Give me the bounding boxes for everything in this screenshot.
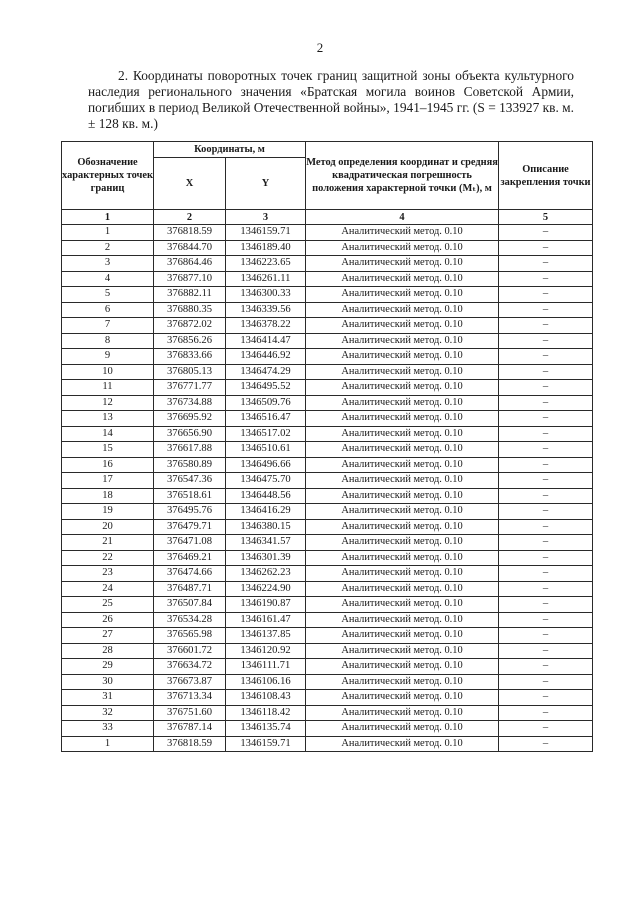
cell-description: –	[499, 581, 593, 597]
table-row	[62, 302, 593, 318]
cell-description: –	[499, 380, 593, 396]
cell-x: 376844.70	[154, 240, 226, 256]
cell-description: –	[499, 302, 593, 318]
table-row	[62, 705, 593, 721]
cell-method: Аналитический метод. 0.10	[306, 225, 499, 241]
cell-method: Аналитический метод. 0.10	[306, 721, 499, 737]
cell-point: 28	[62, 643, 154, 659]
table-row	[62, 333, 593, 349]
cell-point: 25	[62, 597, 154, 613]
cell-method: Аналитический метод. 0.10	[306, 411, 499, 427]
cell-point: 4	[62, 271, 154, 287]
cell-point: 7	[62, 318, 154, 334]
cell-point: 13	[62, 411, 154, 427]
column-number-3: 3	[226, 210, 306, 225]
cell-y: 1346474.29	[226, 364, 306, 380]
cell-y: 1346190.87	[226, 597, 306, 613]
cell-x: 376833.66	[154, 349, 226, 365]
cell-method: Аналитический метод. 0.10	[306, 395, 499, 411]
cell-x: 376601.72	[154, 643, 226, 659]
table-row	[62, 488, 593, 504]
cell-method: Аналитический метод. 0.10	[306, 364, 499, 380]
cell-point: 32	[62, 705, 154, 721]
cell-point: 19	[62, 504, 154, 520]
cell-x: 376856.26	[154, 333, 226, 349]
cell-point: 3	[62, 256, 154, 272]
cell-x: 376877.10	[154, 271, 226, 287]
coordinates-table	[61, 141, 593, 752]
cell-point: 10	[62, 364, 154, 380]
cell-description: –	[499, 597, 593, 613]
cell-x: 376864.46	[154, 256, 226, 272]
cell-y: 1346137.85	[226, 628, 306, 644]
cell-x: 376634.72	[154, 659, 226, 675]
cell-y: 1346189.40	[226, 240, 306, 256]
cell-method: Аналитический метод. 0.10	[306, 705, 499, 721]
cell-y: 1346378.22	[226, 318, 306, 334]
cell-description: –	[499, 473, 593, 489]
cell-method: Аналитический метод. 0.10	[306, 256, 499, 272]
cell-method: Аналитический метод. 0.10	[306, 504, 499, 520]
cell-method: Аналитический метод. 0.10	[306, 736, 499, 752]
cell-description: –	[499, 287, 593, 303]
cell-method: Аналитический метод. 0.10	[306, 535, 499, 551]
cell-method: Аналитический метод. 0.10	[306, 426, 499, 442]
cell-x: 376673.87	[154, 674, 226, 690]
cell-method: Аналитический метод. 0.10	[306, 597, 499, 613]
table-row	[62, 504, 593, 520]
cell-x: 376547.36	[154, 473, 226, 489]
cell-point: 16	[62, 457, 154, 473]
table-row	[62, 349, 593, 365]
cell-method: Аналитический метод. 0.10	[306, 349, 499, 365]
cell-point: 11	[62, 380, 154, 396]
cell-x: 376713.34	[154, 690, 226, 706]
cell-y: 1346108.43	[226, 690, 306, 706]
cell-point: 14	[62, 426, 154, 442]
column-number-1: 1	[62, 210, 154, 225]
cell-point: 1	[62, 225, 154, 241]
cell-method: Аналитический метод. 0.10	[306, 550, 499, 566]
cell-y: 1346135.74	[226, 721, 306, 737]
table-row	[62, 395, 593, 411]
cell-point: 6	[62, 302, 154, 318]
cell-method: Аналитический метод. 0.10	[306, 380, 499, 396]
cell-description: –	[499, 318, 593, 334]
table-row	[62, 411, 593, 427]
table-row	[62, 364, 593, 380]
cell-y: 1346120.92	[226, 643, 306, 659]
table-row	[62, 659, 593, 675]
cell-method: Аналитический метод. 0.10	[306, 690, 499, 706]
cell-description: –	[499, 426, 593, 442]
table-row	[62, 271, 593, 287]
cell-method: Аналитический метод. 0.10	[306, 473, 499, 489]
cell-y: 1346509.76	[226, 395, 306, 411]
cell-x: 376518.61	[154, 488, 226, 504]
cell-method: Аналитический метод. 0.10	[306, 581, 499, 597]
section-heading-text: 2. Координаты поворотных точек границ защитной зоны объекта культурного наследия регионального значения «Братская могила воинов Советской Армии, погибших в период Великой Отечественной войны», 1941–1945 гг. (S = 133927 кв. м. ± 128 кв. м.)	[88, 68, 574, 131]
cell-y: 1346118.42	[226, 705, 306, 721]
cell-x: 376471.08	[154, 535, 226, 551]
cell-y: 1346510.61	[226, 442, 306, 458]
cell-y: 1346341.57	[226, 535, 306, 551]
coordinates-table-body	[62, 225, 593, 752]
cell-method: Аналитический метод. 0.10	[306, 457, 499, 473]
column-number-4: 4	[306, 210, 499, 225]
table-row	[62, 287, 593, 303]
cell-point: 26	[62, 612, 154, 628]
cell-method: Аналитический метод. 0.10	[306, 271, 499, 287]
cell-y: 1346448.56	[226, 488, 306, 504]
table-row	[62, 318, 593, 334]
cell-description: –	[499, 457, 593, 473]
cell-description: –	[499, 705, 593, 721]
table-row	[62, 519, 593, 535]
cell-x: 376805.13	[154, 364, 226, 380]
cell-method: Аналитический метод. 0.10	[306, 519, 499, 535]
cell-method: Аналитический метод. 0.10	[306, 674, 499, 690]
cell-x: 376534.28	[154, 612, 226, 628]
cell-method: Аналитический метод. 0.10	[306, 240, 499, 256]
cell-y: 1346414.47	[226, 333, 306, 349]
cell-y: 1346261.11	[226, 271, 306, 287]
table-row	[62, 690, 593, 706]
cell-description: –	[499, 674, 593, 690]
cell-description: –	[499, 612, 593, 628]
table-row	[62, 566, 593, 582]
header-designation: Обозначение характерных точек границ	[62, 142, 154, 210]
cell-x: 376695.92	[154, 411, 226, 427]
table-row	[62, 643, 593, 659]
table-row	[62, 256, 593, 272]
cell-description: –	[499, 411, 593, 427]
cell-point: 2	[62, 240, 154, 256]
table-row	[62, 240, 593, 256]
table-row	[62, 612, 593, 628]
cell-description: –	[499, 659, 593, 675]
cell-point: 20	[62, 519, 154, 535]
cell-description: –	[499, 442, 593, 458]
cell-x: 376479.71	[154, 519, 226, 535]
cell-point: 1	[62, 736, 154, 752]
cell-point: 22	[62, 550, 154, 566]
cell-method: Аналитический метод. 0.10	[306, 628, 499, 644]
cell-y: 1346516.47	[226, 411, 306, 427]
cell-point: 15	[62, 442, 154, 458]
cell-description: –	[499, 643, 593, 659]
cell-description: –	[499, 519, 593, 535]
cell-method: Аналитический метод. 0.10	[306, 333, 499, 349]
cell-x: 376656.90	[154, 426, 226, 442]
table-row	[62, 457, 593, 473]
cell-y: 1346300.33	[226, 287, 306, 303]
cell-y: 1346416.29	[226, 504, 306, 520]
column-number-2: 2	[154, 210, 226, 225]
cell-description: –	[499, 504, 593, 520]
table-row	[62, 535, 593, 551]
cell-method: Аналитический метод. 0.10	[306, 287, 499, 303]
cell-point: 9	[62, 349, 154, 365]
cell-point: 30	[62, 674, 154, 690]
cell-description: –	[499, 395, 593, 411]
cell-description: –	[499, 566, 593, 582]
cell-method: Аналитический метод. 0.10	[306, 318, 499, 334]
cell-x: 376734.88	[154, 395, 226, 411]
cell-x: 376487.71	[154, 581, 226, 597]
table-row	[62, 225, 593, 241]
table-row	[62, 674, 593, 690]
table-row	[62, 736, 593, 752]
cell-y: 1346446.92	[226, 349, 306, 365]
cell-y: 1346223.65	[226, 256, 306, 272]
cell-y: 1346159.71	[226, 736, 306, 752]
cell-x: 376818.59	[154, 736, 226, 752]
cell-x: 376469.21	[154, 550, 226, 566]
cell-y: 1346106.16	[226, 674, 306, 690]
cell-x: 376495.76	[154, 504, 226, 520]
header-coordinates: Координаты, м	[154, 142, 306, 158]
cell-description: –	[499, 256, 593, 272]
cell-x: 376787.14	[154, 721, 226, 737]
cell-point: 21	[62, 535, 154, 551]
cell-x: 376565.98	[154, 628, 226, 644]
table-row	[62, 442, 593, 458]
cell-x: 376872.02	[154, 318, 226, 334]
cell-point: 27	[62, 628, 154, 644]
header-description: Описание закрепления точки	[499, 142, 593, 210]
column-number-5: 5	[499, 210, 593, 225]
cell-point: 5	[62, 287, 154, 303]
cell-description: –	[499, 488, 593, 504]
cell-x: 376474.66	[154, 566, 226, 582]
cell-point: 8	[62, 333, 154, 349]
cell-description: –	[499, 333, 593, 349]
table-row	[62, 380, 593, 396]
cell-point: 33	[62, 721, 154, 737]
cell-x: 376580.89	[154, 457, 226, 473]
cell-description: –	[499, 535, 593, 551]
cell-method: Аналитический метод. 0.10	[306, 566, 499, 582]
cell-description: –	[499, 690, 593, 706]
header-y: Y	[226, 158, 306, 210]
cell-y: 1346159.71	[226, 225, 306, 241]
cell-description: –	[499, 271, 593, 287]
cell-y: 1346301.39	[226, 550, 306, 566]
table-row	[62, 628, 593, 644]
cell-method: Аналитический метод. 0.10	[306, 302, 499, 318]
table-row	[62, 581, 593, 597]
cell-description: –	[499, 349, 593, 365]
cell-y: 1346495.52	[226, 380, 306, 396]
cell-y: 1346161.47	[226, 612, 306, 628]
table-row	[62, 473, 593, 489]
cell-description: –	[499, 736, 593, 752]
cell-y: 1346224.90	[226, 581, 306, 597]
cell-description: –	[499, 628, 593, 644]
cell-point: 12	[62, 395, 154, 411]
cell-x: 376882.11	[154, 287, 226, 303]
cell-y: 1346339.56	[226, 302, 306, 318]
cell-x: 376751.60	[154, 705, 226, 721]
cell-y: 1346262.23	[226, 566, 306, 582]
cell-description: –	[499, 240, 593, 256]
page-number: 2	[316, 40, 324, 55]
table-row	[62, 550, 593, 566]
cell-point: 24	[62, 581, 154, 597]
cell-y: 1346380.15	[226, 519, 306, 535]
table-row	[62, 597, 593, 613]
cell-y: 1346517.02	[226, 426, 306, 442]
table-row	[62, 426, 593, 442]
cell-description: –	[499, 364, 593, 380]
cell-y: 1346111.71	[226, 659, 306, 675]
section-heading	[88, 68, 574, 132]
cell-description: –	[499, 550, 593, 566]
cell-point: 29	[62, 659, 154, 675]
cell-method: Аналитический метод. 0.10	[306, 442, 499, 458]
cell-x: 376617.88	[154, 442, 226, 458]
cell-description: –	[499, 721, 593, 737]
cell-x: 376818.59	[154, 225, 226, 241]
header-x: X	[154, 158, 226, 210]
cell-point: 23	[62, 566, 154, 582]
cell-point: 18	[62, 488, 154, 504]
cell-description: –	[499, 225, 593, 241]
cell-x: 376771.77	[154, 380, 226, 396]
cell-point: 17	[62, 473, 154, 489]
table-row	[62, 721, 593, 737]
cell-y: 1346475.70	[226, 473, 306, 489]
cell-point: 31	[62, 690, 154, 706]
cell-method: Аналитический метод. 0.10	[306, 488, 499, 504]
header-method: Метод определения координат и средняя квадратическая погрешность положения характерной точки (Mₜ), м	[306, 142, 499, 210]
cell-method: Аналитический метод. 0.10	[306, 612, 499, 628]
cell-method: Аналитический метод. 0.10	[306, 643, 499, 659]
cell-y: 1346496.66	[226, 457, 306, 473]
cell-x: 376507.84	[154, 597, 226, 613]
cell-method: Аналитический метод. 0.10	[306, 659, 499, 675]
cell-x: 376880.35	[154, 302, 226, 318]
